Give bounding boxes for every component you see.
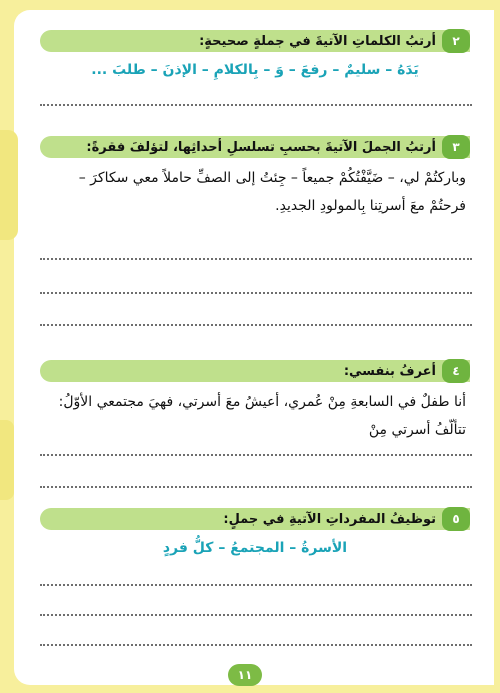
exercise-number: ٢	[442, 29, 470, 53]
exercise-5	[40, 508, 470, 556]
answer-line	[40, 258, 472, 260]
exercise-title: أعرفُ بنفسي:	[343, 363, 436, 379]
answer-line	[40, 644, 472, 646]
answer-line	[40, 292, 472, 294]
word-list: الأسرةُ – المجتمعُ – كلُّ فردٍ	[162, 540, 348, 556]
page-number: ١١	[228, 664, 262, 686]
answer-line	[40, 324, 472, 326]
answer-line	[40, 104, 472, 106]
exercise-2	[40, 30, 470, 78]
exercise-4	[40, 360, 470, 444]
answer-line	[40, 584, 472, 586]
exercise-number: ٣	[442, 135, 470, 159]
exercise-text	[40, 164, 470, 220]
exercise-title: توظيفُ المفرداتِ الآتيةِ في جملٍ:	[223, 511, 436, 527]
exercise-header	[40, 136, 470, 158]
answer-line	[40, 614, 472, 616]
exercise-header	[40, 360, 470, 382]
exercise-title: أرتبُ الجملَ الآتيةَ بحسبِ تسلسلِ أحداثِها، لتؤلفَ فقرةً:	[86, 139, 436, 155]
text-line: تتألّفُ أسرتي مِنْ	[368, 422, 466, 438]
answer-line	[40, 486, 472, 488]
side-decoration	[0, 130, 18, 240]
exercise-title: أرتبُ الكلماتِ الآتيةَ في جملةٍ صحيحةٍ:	[199, 33, 436, 49]
exercise-header	[40, 508, 470, 530]
text-line: وباركتُمْ لي، – ضَيَّفْتُكُمْ جميعاً – جِئتُ إلى الصفِّ حاملاً معي سكاكرَ –	[78, 170, 466, 186]
exercise-header	[40, 30, 470, 52]
side-decoration	[0, 420, 14, 500]
answer-line	[40, 454, 472, 456]
exercise-number: ٥	[442, 507, 470, 531]
text-line: فرحتُمْ معَ أسرتِنا بِالمولودِ الجديدِ.	[275, 198, 466, 214]
exercise-number: ٤	[442, 359, 470, 383]
exercise-text	[40, 388, 470, 444]
word-list: يَدَهُ – سليمٌ – رفعَ – وَ – بِالكلامِ – الإذنَ – طلبَ ...	[91, 62, 419, 78]
text-line: أنا طفلٌ في السابعةِ مِنْ عُمري، أعيشُ معَ أسرتي، فهيَ مجتمعي الأوّلُ:	[58, 394, 466, 410]
exercise-3	[40, 136, 470, 220]
